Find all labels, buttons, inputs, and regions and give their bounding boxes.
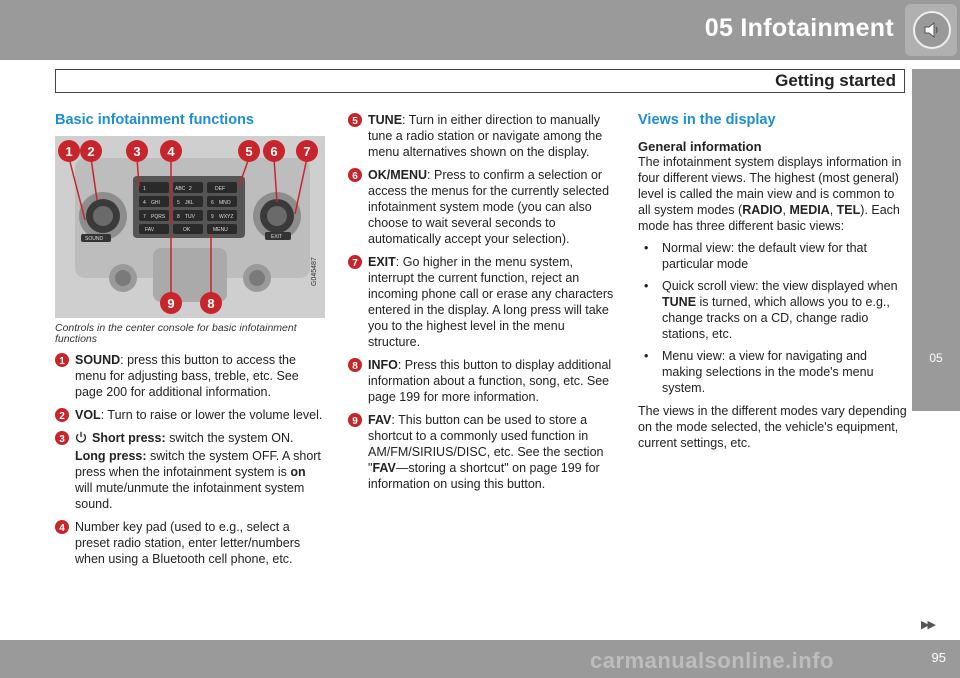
page-number: 95	[931, 650, 946, 665]
watermark: carmanualsonline.info	[590, 648, 834, 673]
list-item: • Normal view: the default view for that particular mode	[644, 241, 867, 271]
number-marker-7	[348, 255, 362, 269]
svg-text:PQRS: PQRS	[151, 214, 166, 220]
list-item-2: 2 VOL: Turn to raise or lower the volume level.	[55, 407, 325, 423]
svg-text:6: 6	[270, 144, 278, 159]
svg-text:9: 9	[211, 214, 214, 220]
number-marker-6	[348, 168, 362, 182]
svg-text:5: 5	[177, 200, 180, 206]
column-right	[638, 112, 908, 451]
list-item: • Quick scroll view: the view displayed when TUNE is turned, which allows you to e.g., change tracks on a CD, change radio stations, etc.	[644, 279, 898, 341]
svg-text:7: 7	[143, 214, 146, 220]
list-item-9: 9 FAV: This button can be used to store a shortcut to a commonly used function in AM/FM/SIRIUS/DISC, etc. See the section "FAV—storing a shortcut" on page 199 for information on using this button.	[348, 412, 618, 492]
list-item-7: 7 EXIT: Go higher in the menu system, interrupt the current function, reject an incoming phone call or erase any characters entered in the display. A long press will take you to the highest level in the menu structure.	[348, 254, 618, 350]
svg-text:2: 2	[189, 186, 192, 192]
svg-text:6: 6	[211, 200, 214, 206]
chapter-side-tab	[912, 69, 960, 411]
list-item-8: 8 INFO: Press this button to display additional information about a function, song, etc. See page 199 for more information.	[348, 357, 618, 405]
column-middle	[348, 112, 618, 492]
svg-text:FAV: FAV	[145, 227, 155, 233]
svg-text:DEF: DEF	[215, 186, 225, 192]
number-marker-3	[55, 431, 69, 445]
svg-text:JKL: JKL	[185, 200, 194, 206]
svg-text:5: 5	[245, 144, 253, 159]
svg-text:7: 7	[352, 258, 358, 269]
column-left	[55, 112, 325, 567]
svg-text:ABC: ABC	[175, 186, 186, 192]
chapter-title: 05 Infotainment	[704, 14, 894, 42]
svg-text:9: 9	[352, 416, 358, 427]
list-item-5: 5 TUNE: Turn in either direction to manually tune a radio station or navigate among the menu alternatives shown on the display.	[348, 112, 618, 160]
number-marker-2	[55, 408, 69, 422]
svg-text:GHI: GHI	[151, 200, 160, 206]
number-marker-8	[348, 358, 362, 372]
svg-text:WXYZ: WXYZ	[219, 214, 234, 220]
svg-text:MNO: MNO	[219, 200, 231, 206]
svg-text:7: 7	[303, 144, 311, 159]
list-item-1: 1 SOUND: press this button to access the menu for adjusting bass, treble, etc. See page 200 for additional information.	[55, 352, 325, 400]
svg-text:1: 1	[59, 356, 65, 367]
console-illustration	[55, 136, 325, 318]
side-tab-label: 05	[929, 351, 943, 365]
list-item: • Menu view: a view for navigating and making selections in the mode's menu system.	[644, 349, 874, 395]
speaker-icon	[913, 11, 951, 49]
heading-basic-functions: Basic infotainment functions	[55, 112, 254, 128]
svg-text:2: 2	[59, 411, 65, 422]
next-page-icon: ▶▶	[921, 619, 934, 631]
svg-text:8: 8	[177, 214, 180, 220]
bullet-dot-icon: •	[644, 279, 649, 293]
exit-button-label: EXIT	[271, 234, 283, 240]
svg-text:1: 1	[65, 144, 73, 159]
views-closing: The views in the different modes vary depending on the mode selected, the vehicle's equipment, current settings, etc.	[638, 404, 907, 450]
list-item-6: 6 OK/MENU: Press to confirm a selection or access the menus for the currently selected infotainment system mode (you can also choose to wait several seconds to automatically accept your selection).	[348, 167, 618, 247]
svg-text:3: 3	[59, 434, 65, 445]
svg-text:8: 8	[352, 361, 358, 372]
svg-text:TUV: TUV	[185, 214, 195, 220]
section-title: Getting started	[775, 71, 896, 90]
number-marker-4	[55, 520, 69, 534]
figure-caption: Controls in the center console for basic infotainment functions	[55, 322, 297, 345]
svg-text:MENU: MENU	[213, 227, 228, 233]
svg-text:3: 3	[133, 144, 141, 159]
views-list	[638, 240, 908, 396]
subheading-general-info: General information	[638, 139, 762, 154]
heading-views: Views in the display	[638, 112, 776, 128]
svg-text:4: 4	[59, 523, 65, 534]
list-item-3: 3 Short press: switch the system ON. Long press: switch the system OFF. A short press when the infotainment system is on will mute/unmute the infotainment system sound.	[55, 430, 325, 512]
list-item-4: 4 Number key pad (used to e.g., select a preset radio station, enter letter/numbers when using a Bluetooth cell phone, etc.	[55, 519, 325, 567]
bullet-dot-icon: •	[644, 349, 649, 363]
svg-text:4: 4	[143, 200, 146, 206]
bullet-dot-icon: •	[644, 241, 649, 255]
section-bar	[55, 69, 905, 93]
svg-text:5: 5	[352, 116, 358, 127]
svg-text:1: 1	[143, 186, 146, 192]
views-intro: The infotainment system displays information in four different views. The highest (most general) level is called the main view and is common to all system modes (RADIO, MEDIA, TEL). Each mode has three different basic views:	[638, 155, 902, 233]
svg-text:8: 8	[207, 296, 215, 311]
svg-text:4: 4	[167, 144, 175, 159]
number-marker-1	[55, 353, 69, 367]
svg-text:OK: OK	[183, 227, 191, 233]
svg-text:2: 2	[87, 144, 95, 159]
svg-text:9: 9	[167, 296, 175, 311]
number-marker-5	[348, 113, 362, 127]
svg-text:6: 6	[352, 171, 358, 182]
number-marker-9	[348, 413, 362, 427]
figure-code: G045487	[311, 257, 318, 286]
console-figure	[55, 136, 325, 318]
power-icon	[75, 431, 87, 443]
sound-button-label: SOUND	[85, 236, 104, 242]
